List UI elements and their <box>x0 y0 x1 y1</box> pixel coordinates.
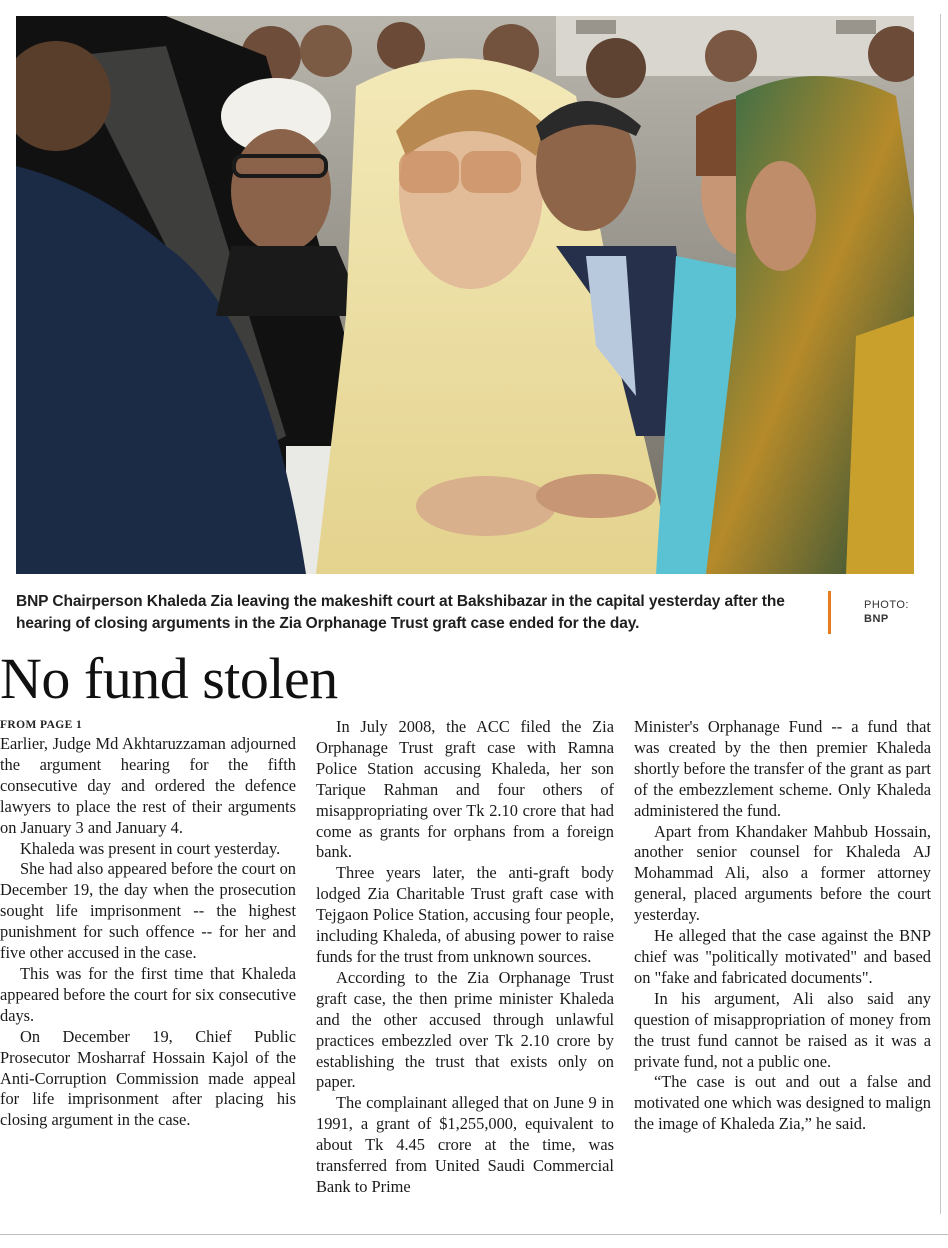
photo-credit-source: BNP <box>864 613 889 625</box>
paragraph: In his argument, Ali also said any question of misappropriation of money from the trust fund cannot be raised as it was a private fund, not a public one. <box>634 988 931 1071</box>
paragraph: The complainant alleged that on June 9 in 1991, a grant of $1,255,000, equivalent to about Tk 4.45 crore at the time, was transferred from United Saudi Commercial Bank to Prime <box>316 1093 614 1196</box>
page-edge-rule <box>940 14 941 1214</box>
article-column-3 <box>634 717 931 1135</box>
paragraph: This was for the first time that Khaleda appeared before the court for six consecutive days. <box>0 963 296 1025</box>
paragraph: On December 19, Chief Public Prosecutor Mosharraf Hossain Kajol of the Anti-Corruption Commission made appeal for life imprisonment after placing his closing argument in the case. <box>0 1026 296 1130</box>
article-column-2 <box>316 717 614 1198</box>
caption-accent-rule <box>828 591 831 634</box>
bottom-rule <box>0 1234 948 1235</box>
paragraph: She had also appeared before the court on December 19, the day when the prosecution sought life imprisonment -- the highest punishment for such offence -- for her and five other accused in the case. <box>0 859 296 963</box>
article-column-1 <box>0 717 296 1131</box>
news-photo <box>16 16 914 574</box>
paragraph: “The case is out and out a false and motivated one which was designed to malign the image of Khaleda Zia,” he said. <box>634 1072 931 1134</box>
paragraph: Apart from Khandaker Mahbub Hossain, another senior counsel for Khaleda AJ Mohammad Ali, also a former attorney general, placed arguments before the court yesterday. <box>634 821 931 925</box>
paragraph: Minister's Orphanage Fund -- a fund that was created by the then premier Khaleda shortly before the transfer of the grant as part of the embezzlement scheme. Only Khaleda administered the fund. <box>634 717 931 820</box>
crowd-photo-illustration <box>16 16 914 574</box>
jump-line: FROM PAGE 1 <box>0 719 83 731</box>
photo-credit-label: PHOTO: <box>864 599 909 611</box>
photo-caption: BNP Chairperson Khaleda Zia leaving the makeshift court at Bakshibazar in the capital yesterday after the hearing of closing arguments in the Zia Orphanage Trust graft case ended for the day. <box>16 593 785 632</box>
paragraph: In July 2008, the ACC filed the Zia Orphanage Trust graft case with Ramna Police Station accusing Khaleda, her son Tarique Rahman and four others of misappropriating over Tk 2.10 crore that had come as grants for orphans from a foreign bank. <box>316 717 614 862</box>
photo-credit <box>864 598 909 626</box>
paragraph: He alleged that the case against the BNP chief was "politically motivated" and based on "fake and fabricated documents". <box>634 926 931 987</box>
paragraph: Earlier, Judge Md Akhtaruzzaman adjourned the argument hearing for the fifth consecutive day and ordered the defence lawyers to place the rest of their arguments on January 3 and January 4. <box>0 734 296 837</box>
paragraph: According to the Zia Orphanage Trust graft case, the then prime minister Khaleda and the other accused through unlawful practices embezzled over Tk 2.10 crore by establishing the trust that exists only on paper. <box>316 967 614 1092</box>
paragraph: Three years later, the anti-graft body lodged Zia Charitable Trust graft case with Tejgaon Police Station, accusing four people, including Khaleda, of abusing power to raise funds for the trust from unknown sources. <box>316 863 614 966</box>
paragraph: Khaleda was present in court yesterday. <box>20 838 281 858</box>
article-headline: No fund stolen <box>0 646 338 711</box>
